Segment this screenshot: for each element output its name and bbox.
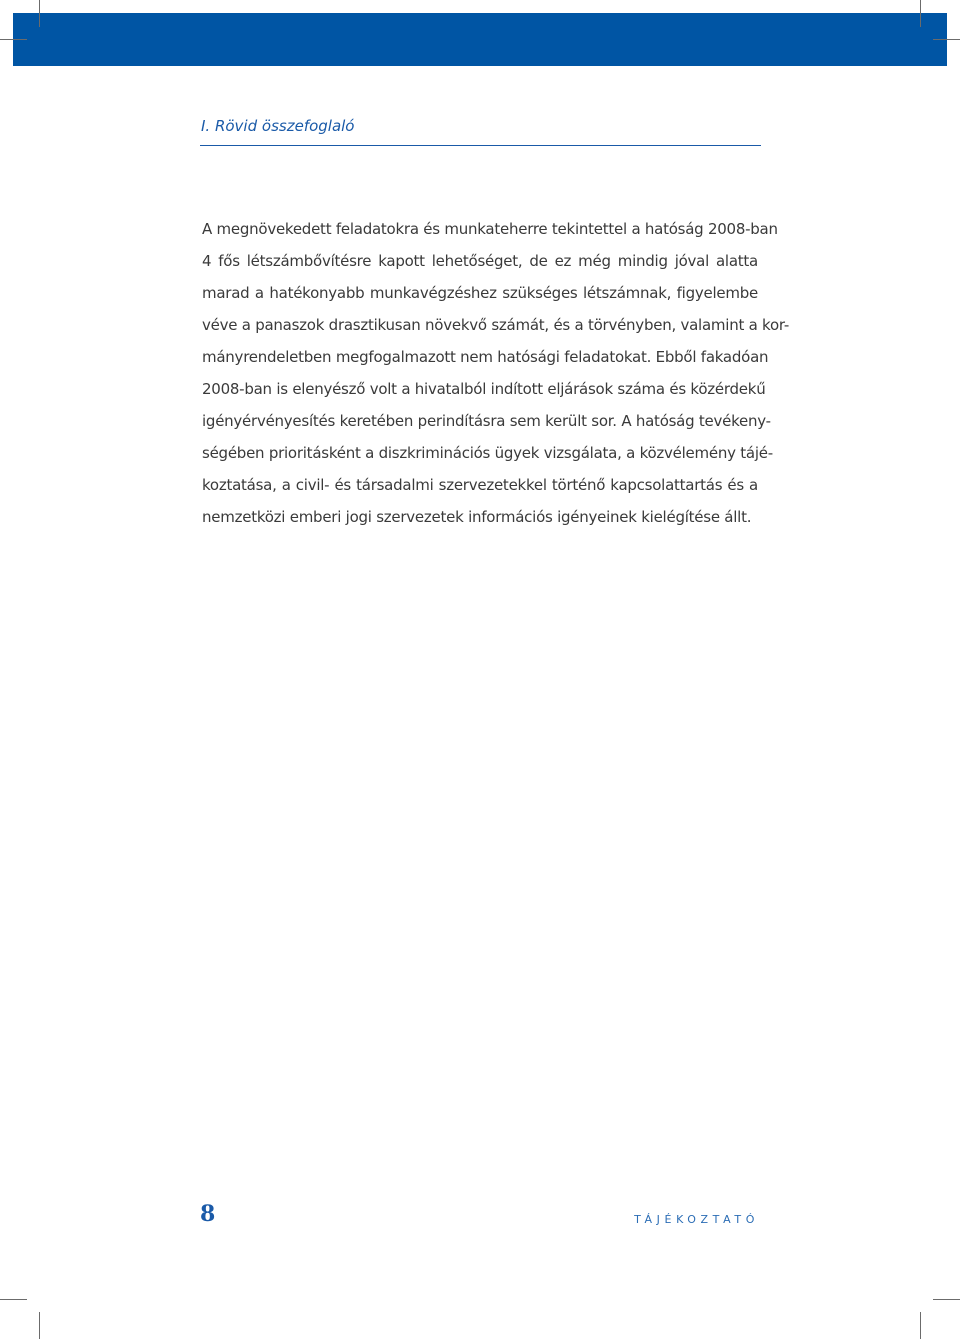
crop-mark-top-right-vertical: [920, 0, 921, 27]
paragraph-line: koztatása, a civil- és társadalmi szervezetekkel történő kapcsolattartás és a: [202, 476, 758, 494]
crop-mark-bottom-left-vertical: [39, 1312, 40, 1339]
section-title: I. Rövid összefoglaló: [201, 117, 355, 135]
crop-mark-top-left-vertical: [39, 0, 40, 27]
crop-mark-bottom-left-horizontal: [0, 1299, 27, 1300]
paragraph-line: ségében prioritásként a diszkriminációs ügyek vizsgálata, a közvélemény tájé-: [202, 444, 773, 462]
paragraph-line: 2008-ban is elenyésző volt a hivatalból indított eljárások száma és közérdekű: [202, 380, 766, 398]
paragraph-line: mányrendeletben megfogalmazott nem hatósági feladatokat. Ebből fakadóan: [202, 348, 769, 366]
paragraph-line: igényérvényesítés keretében perindításra sem került sor. A hatóság tevékeny-: [202, 412, 771, 430]
crop-mark-bottom-right-horizontal: [933, 1299, 960, 1300]
paragraph-line: véve a panaszok drasztikusan növekvő számát, és a törvényben, valamint a kor-: [202, 316, 790, 334]
paragraph-line: 4 fős létszámbővítésre kapott lehetőséget, de ez még mindig jóval alatta: [202, 252, 758, 270]
paragraph-line: nemzetközi emberi jogi szervezetek információs igényeinek kielégítése állt.: [202, 508, 752, 526]
title-underline-rule: [200, 145, 761, 146]
header-color-bar: [13, 13, 947, 66]
paragraph-line: A megnövekedett feladatokra és munkateherre tekintettel a hatóság 2008-ban: [202, 220, 778, 238]
page-number: 8: [200, 1201, 216, 1227]
crop-mark-top-left-horizontal: [0, 39, 27, 40]
crop-mark-bottom-right-vertical: [920, 1312, 921, 1339]
summary-paragraph: [202, 213, 790, 533]
running-footer-title: TÁJÉKOZTATÓ: [634, 1213, 759, 1226]
crop-mark-top-right-horizontal: [933, 39, 960, 40]
paragraph-line: marad a hatékonyabb munkavégzéshez szükséges létszámnak, figyelembe: [202, 284, 758, 302]
